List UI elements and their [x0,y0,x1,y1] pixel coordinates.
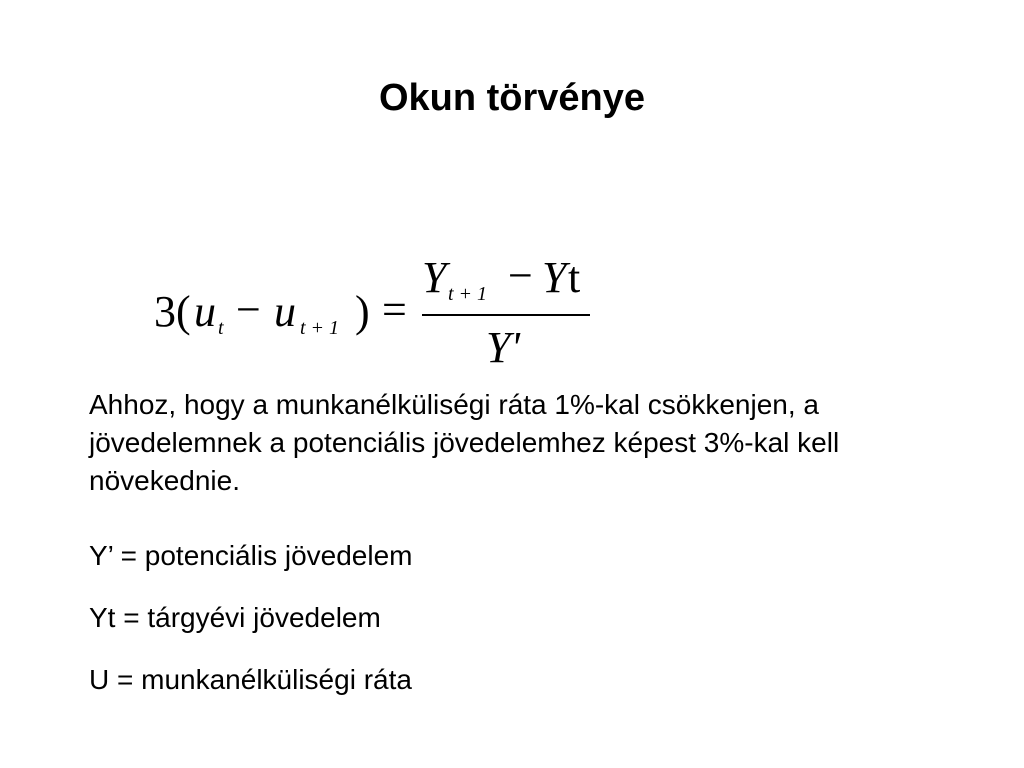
formula-equals: = [382,285,407,334]
explanation-paragraph: Ahhoz, hogy a munkanélküliségi ráta 1%-kal csökkenjen, a jövedelemnek a potenciális jövedelemhez képest 3%-kal kell növekednie. [89,389,840,496]
formula-sub-t-plus-1: t + 1 [300,317,340,339]
numerator-minus: − [508,251,533,300]
numerator-Y2: Y [542,253,567,302]
formula-u1: u [194,287,216,336]
definition-y-prime: Y’ = potenciális jövedelem [89,540,413,571]
okun-formula [150,250,620,380]
formula-lhs-coeff: 3( [154,287,191,336]
formula-minus: − [236,285,261,334]
numerator-subscript: t + 1 [448,283,488,305]
formula-close-paren: ) [355,287,370,336]
formula-sub-t: t [218,317,224,339]
definition-yt: Yt = tárgyévi jövedelem [89,602,381,633]
slide-title: Okun törvénye [378,77,646,119]
denominator: Y' [486,323,520,372]
numerator-Y1: Y [422,253,447,302]
definition-u: U = munkanélküliségi ráta [89,664,412,695]
formula-u2: u [274,287,296,336]
numerator-t: t [568,253,581,302]
